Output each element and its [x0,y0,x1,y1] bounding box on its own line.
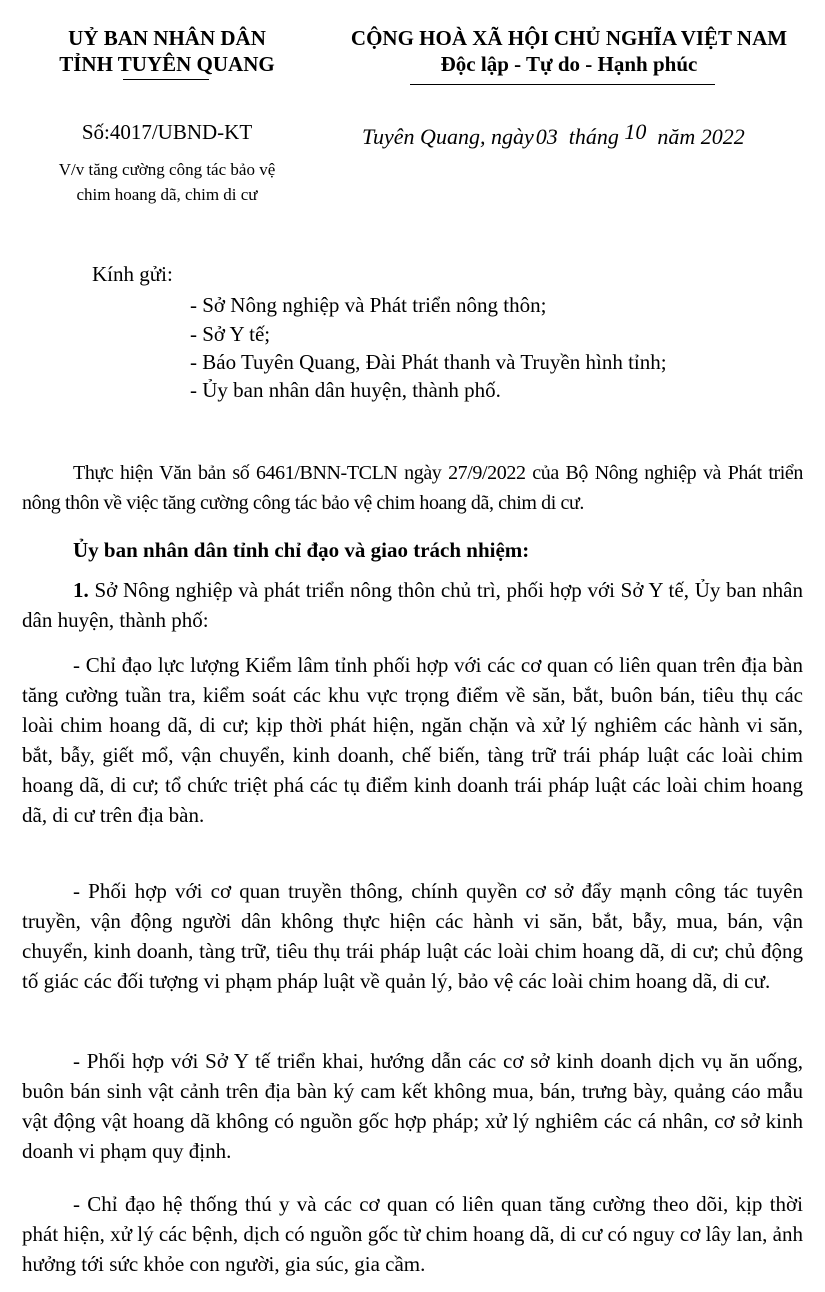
recipient-item: - Ủy ban nhân dân huyện, thành phố. [190,378,501,402]
recipient-item: - Báo Tuyên Quang, Đài Phát thanh và Truyền hình tỉnh; [190,350,667,374]
bullet-paragraph-3: - Phối hợp với Sở Y tế triển khai, hướng dẫn các cơ sở kinh doanh dịch vụ ăn uống, buôn bán sinh vật cảnh trên địa bàn ký cam kết không mua, bán, trưng bày, quảng cáo mẫu vật động vật hoang dã không có nguồn gốc hợp pháp; xử lý nghiêm các cá nhân, cơ sở kinh doanh vi phạm quy định. [22,1049,803,1163]
document-number: Số:4017/UBND-KT [81,120,253,144]
bullet-paragraph-1: - Chỉ đạo lực lượng Kiểm lâm tỉnh phối hợp với các cơ quan có liên quan trên địa bàn tăng cường tuần tra, kiểm soát các khu vực trọng điểm về săn, bắt, buôn bán, tiêu thụ các loài chim hoang dã, di cư; kịp thời phát hiện, ngăn chặn và xử lý nghiêm các hành vi săn, bắt, bẫy, giết mổ, vận chuyển, kinh doanh, chế biến, tàng trữ trái pháp luật các loài chim hoang dã, di cư; tổ chức triệt phá các tụ điểm kinh doanh trái pháp luật các loài chim hoang dã, di cư trên địa bàn. [22,653,803,827]
date-month: 10 [624,119,647,144]
item-1-text: Sở Nông nghiệp và phát triển nông thôn chủ trì, phối hợp với Sở Y tế, Ủy ban nhân dân huyện, thành phố: [22,578,803,632]
date-year: 2022 [700,124,745,149]
item-1-paragraph [22,575,803,635]
recipient-item: - Sở Nông nghiệp và Phát triển nông thôn; [190,293,547,317]
agency-name-line1: UỶ BAN NHÂN DÂN [68,26,266,50]
item-1-number: 1. [73,578,89,602]
date-month-label: tháng [568,124,619,149]
date-year-label: năm [657,124,696,149]
recipients-greeting: Kính gửi: [92,262,173,286]
intro-paragraph: Thực hiện Văn bản số 6461/BNN-TCLN ngày 27/9/2022 của Bộ Nông nghiệp và Phát triển nông thôn về việc tăng cường công tác bảo vệ chim hoang dã, chim di cư. [22,462,803,514]
recipient-item: - Sở Y tế; [190,322,271,346]
bullet-paragraph-2: - Phối hợp với cơ quan truyền thông, chính quyền cơ sở đẩy mạnh công tác tuyên truyền, vận động người dân không thực hiện các hành vi săn, bắt, bẫy, mua, bán, vận chuyển, kinh doanh, tàng trữ, tiêu thụ trái pháp luật các loài chim hoang dã, di cư; chủ động tố giác các đối tượng vi phạm pháp luật về quản lý, bảo vệ các loài chim hoang dã, di cư. [22,879,803,993]
date-day: 03 [535,124,558,149]
agency-name-line2: TỈNH TUYÊN QUANG [59,52,275,76]
subject-line2: chim hoang dã, chim di cư [76,185,258,204]
motto-underline [410,84,715,85]
date-place: Tuyên Quang, ngày [362,124,534,149]
subject-line1: V/v tăng cường công tác bảo vệ [58,160,276,179]
nation-title: CỘNG HOÀ XÃ HỘI CHỦ NGHĨA VIỆT NAM [350,26,788,50]
nation-motto: Độc lập - Tự do - Hạnh phúc [440,52,698,76]
directive-heading: Ủy ban nhân dân tỉnh chỉ đạo và giao trách nhiệm: [73,538,530,562]
agency-underline [123,79,209,80]
document-date [362,119,745,150]
bullet-paragraph-4: - Chỉ đạo hệ thống thú y và các cơ quan có liên quan tăng cường theo dõi, kịp thời phát hiện, xử lý các bệnh, dịch có nguồn gốc từ chim hoang dã, di cư có nguy cơ lây lan, ảnh hưởng tới sức khỏe con người, gia súc, gia cầm. [22,1192,803,1276]
